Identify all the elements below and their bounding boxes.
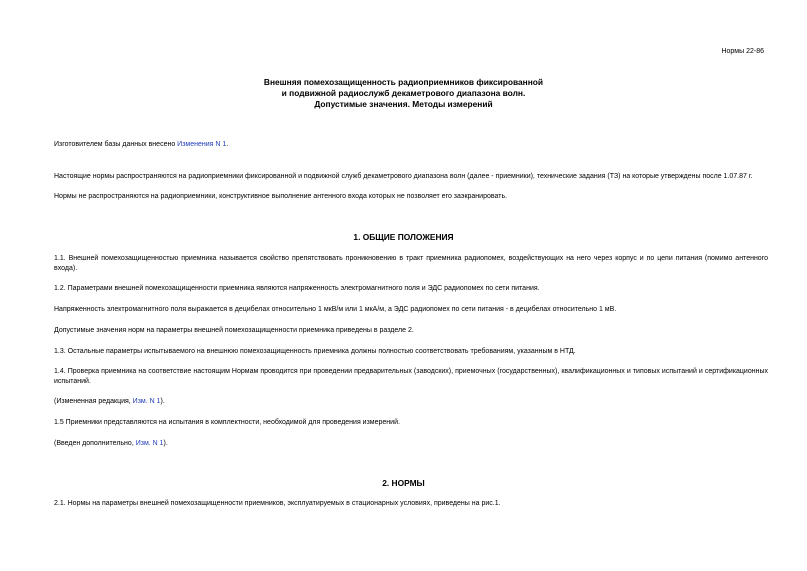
note-suffix: ).: [163, 440, 168, 447]
paragraph-1-3: 1.3. Остальные параметры испытываемого на внешнюю помехозащищенность приемника должны полностью соответствовать требованиям, указанным в НТД.: [54, 348, 576, 355]
document-code: Нормы 22-86: [721, 48, 764, 55]
amendment-link[interactable]: Изм. N 1: [132, 398, 161, 405]
paragraph-1-4-note: [54, 397, 768, 407]
paragraph-1-2-units: Напряженность электромагнитного поля выражается в децибелах относительно 1 мкВ/м или 1 мкА/м, а ЭДС радиопомех по сети питания - в децибелах относительно 1 мВ.: [54, 306, 617, 313]
title-line-1: Внешняя помехозащищенность радиоприемников фиксированной: [263, 77, 544, 87]
paragraph-1-2-limits: Допустимые значения норм на параметры внешней помехозащищенности приемника приведены в разделе 2.: [54, 327, 414, 334]
scope-paragraph: Настоящие нормы распространяются на радиоприемники фиксированной и подвижной служб декаметрового диапазона волн (далее - приемники), технические задания (ТЗ) на которые утверждены после 1.07.87 г.: [54, 173, 753, 180]
title-line-3: Допустимые значения. Методы измерений: [314, 99, 493, 109]
paragraph-1-5: 1.5 Приемники представляются на испытания в комплектности, необходимой для проведения измерений.: [54, 419, 400, 426]
section-1-heading: 1. ОБЩИЕ ПОЛОЖЕНИЯ: [353, 232, 454, 242]
changes-link[interactable]: Изменения N 1: [177, 141, 227, 148]
amendment-link[interactable]: Изм. N 1: [135, 440, 164, 447]
changes-prefix: Изготовителем базы данных внесено: [54, 141, 178, 148]
paragraph-2-1: 2.1. Нормы на параметры внешней помехозащищенности приемников, эксплуатируемых в стационарных условиях, приведены на рис.1.: [54, 500, 501, 507]
document-title: [0, 77, 807, 110]
note-prefix: (Измененная редакция,: [54, 398, 133, 405]
paragraph-1-1: 1.1. Внешней помехозащищенностью приемника называется свойство препятствовать проникновению в тракт приемника радиопомех, воздействующих на него через корпус и по цепи питания (помимо антенного входа).: [54, 255, 768, 272]
note-prefix: (Введен дополнительно,: [54, 440, 136, 447]
paragraph-1-4: 1.4. Проверка приемника на соответствие настоящим Нормам проводится при проведении предварительных (заводских), приемочных (государственных), квалификационных и типовых испытаний и сертификационных испытаний.: [54, 368, 768, 385]
note-suffix: ).: [160, 398, 165, 405]
title-line-2: и подвижной радиослужб декаметрового диапазона волн.: [281, 88, 526, 98]
paragraph-1-5-note: [54, 439, 768, 449]
paragraph-1-2: 1.2. Параметрами внешней помехозащищенности приемника являются напряженность электромагнитного поля и ЭДС радиопомех по сети питания.: [54, 285, 540, 292]
changes-note: [54, 140, 768, 150]
changes-suffix: .: [226, 141, 229, 148]
exclusion-paragraph: Нормы не распространяются на радиоприемники, конструктивное выполнение антенного входа которых не позволяет его заэкранировать.: [54, 193, 508, 200]
section-2-heading: 2. НОРМЫ: [382, 478, 425, 488]
